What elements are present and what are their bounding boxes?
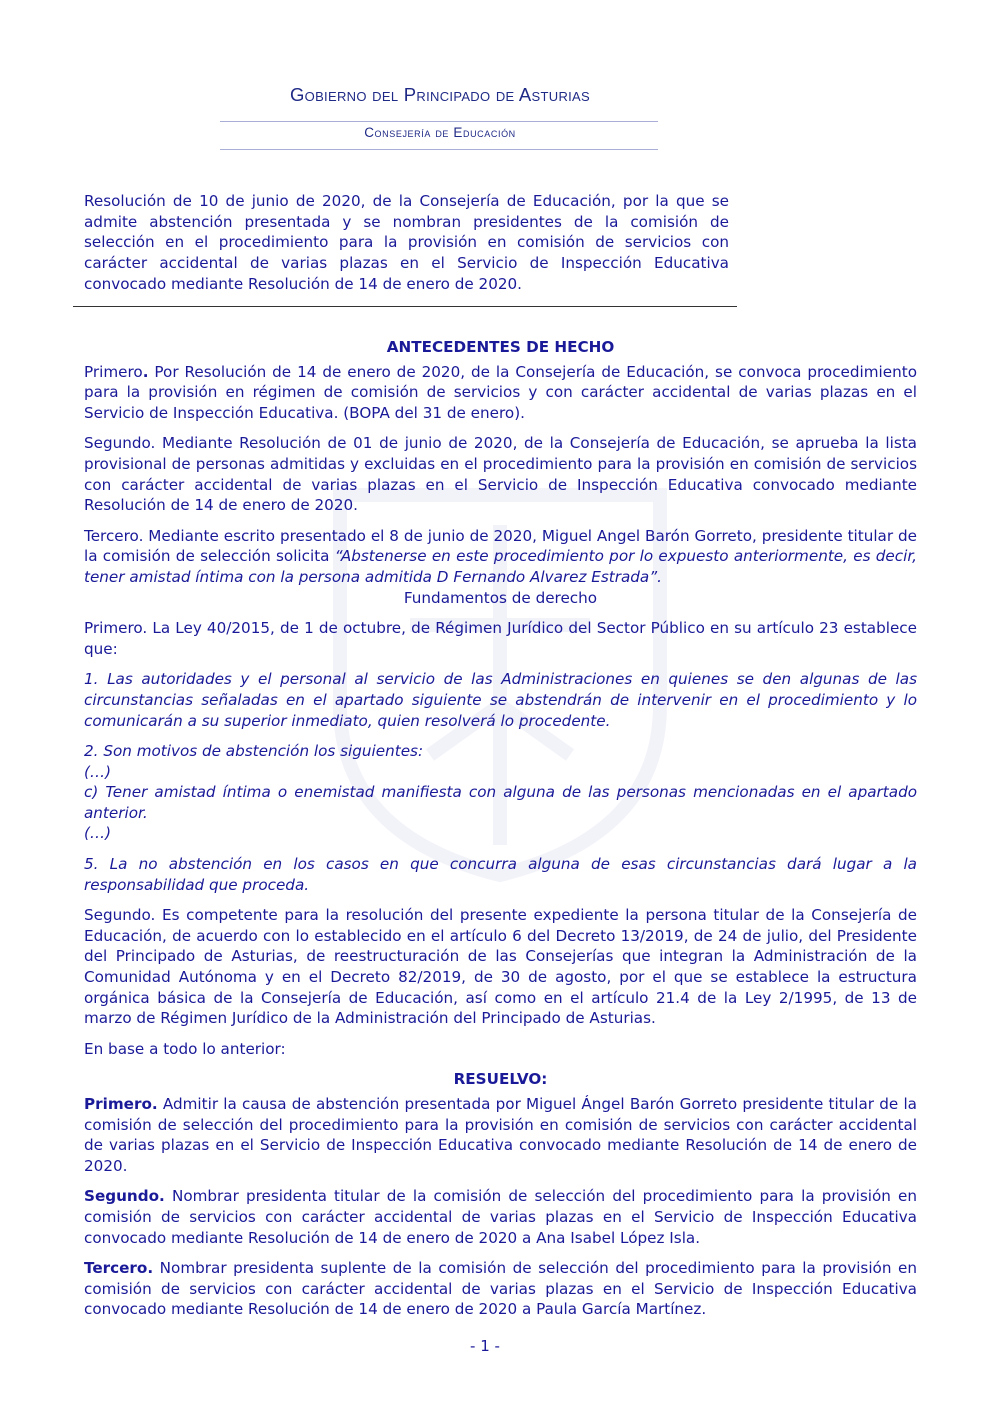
- resuelvo-primero-label: Primero.: [84, 1095, 158, 1113]
- fundamentos-heading: Fundamentos de derecho: [403, 588, 598, 607]
- document-body: [84, 337, 917, 1330]
- resuelvo-primero-text: Admitir la causa de abstención presentada por Miguel Ángel Barón Gorreto presidente titular de la comisión de selección del procedimiento para la provisión en comisión de servicios con carácter accidental de varias plazas en el Servicio de Inspección Educativa convocado mediante Resolución de 14 de enero de 2020.: [84, 1095, 917, 1175]
- resolution-summary: Resolución de 10 de junio de 2020, de la Consejería de Educación, por la que se admite abstención presentada y se nombran presidentes de la comisión de selección en el procedimiento para la provisión en comisión de servicios con carácter accidental de varias plazas en el Servicio de Inspección Educativa convocado mediante Resolución de 14 de enero de 2020.: [84, 192, 729, 293]
- header-divider-bottom: [220, 149, 658, 150]
- antecedente-tercero: [84, 526, 917, 588]
- antecedente-primero-label: Primero: [84, 362, 143, 381]
- cita-apartado-5: 5. La no abstención en los casos en que concurra alguna de esas circunstancias dará lugar a la responsabilidad que proceda.: [84, 855, 917, 894]
- resuelvo-primero: [84, 1094, 917, 1176]
- antecedente-primero: [84, 362, 917, 424]
- antecedente-segundo: Segundo. Mediante Resolución de 01 de junio de 2020, de la Consejería de Educación, se aprueba la lista provisional de personas admitidas y excluidas en el procedimiento para la provisión en comisión de servicios con carácter accidental de varias plazas en el Servicio de Inspección Educativa convocado mediante Resolución de 14 de enero de 2020.: [84, 434, 917, 515]
- page-number: - 1 -: [470, 1337, 500, 1355]
- summary-divider: [73, 306, 737, 307]
- en-base-text: En base a todo lo anterior:: [84, 1039, 286, 1058]
- antecedentes-heading: ANTECEDENTES DE HECHO: [386, 338, 615, 356]
- resuelvo-tercero: [84, 1258, 917, 1320]
- antecedente-tercero-text: Tercero. Mediante escrito presentado el 8 de junio de 2020, Miguel Angel Barón Gorreto, presidente titular de la comisión de selección solicita: [84, 526, 917, 566]
- antecedente-tercero-quote: “Abstenerse en este procedimiento por lo expuesto anteriormente, es decir, tener amistad íntima con la persona admitida D Fernando Alvarez Estrada”.: [84, 547, 917, 586]
- resuelvo-tercero-text: Nombrar presidenta suplente de la comisión de selección del procedimiento para la provisión en comisión de servicios con carácter accidental de varias plazas en el Servicio de Inspección Educativa convocado mediante Resolución de 14 de enero de 2020 a Paula García Martínez.: [84, 1259, 917, 1319]
- department-name: Consejería de Educación: [364, 125, 516, 140]
- antecedente-primero-text: Por Resolución de 14 de enero de 2020, de la Consejería de Educación, se convoca procedimiento para la provisión en régimen de comisión de servicios y con carácter accidental de varias plazas en el Servicio de Inspección Educativa. (BOPA del 31 de enero).: [84, 362, 917, 422]
- resuelvo-tercero-label: Tercero.: [84, 1259, 154, 1278]
- cita-apartado-2: 2. Son motivos de abstención los siguientes:: [84, 742, 424, 761]
- resuelvo-segundo: [84, 1186, 917, 1248]
- header-divider-top: [220, 121, 658, 122]
- government-title: Gobierno del Principado de Asturias: [289, 84, 591, 105]
- fundamento-primero: Primero. La Ley 40/2015, de 1 de octubre, de Régimen Jurídico del Sector Público en su artículo 23 establece que:: [84, 619, 917, 658]
- resuelvo-heading: RESUELVO:: [453, 1070, 548, 1089]
- resuelvo-segundo-label: Segundo.: [84, 1187, 165, 1206]
- cita-ellipsis-1: (…): [84, 762, 112, 781]
- cita-ellipsis-2: (…): [84, 824, 112, 843]
- resuelvo-segundo-text: Nombrar presidenta titular de la comisión de selección del procedimiento para la provisión en comisión de servicios con carácter accidental de varias plazas en el Servicio de Inspección Educativa convocado mediante Resolución de 14 de enero de 2020 a Ana Isabel López Isla.: [84, 1187, 917, 1247]
- antecedente-primero-dot: .: [142, 362, 149, 381]
- fundamento-segundo: Segundo. Es competente para la resolución del presente expediente la persona titular de la Consejería de Educación, de acuerdo con lo establecido en el artículo 6 del Decreto 13/2019, de 24 de julio, del Presidente del Principado de Asturias, de reestructuración de las Consejerías que integran la Administración de la Comunidad Autónoma y en el Decreto 82/2019, de 30 de agosto, por el que se establece la estructura orgánica básica de la Consejería de Educación, así como en el artículo 21.4 de la Ley 2/1995, de 13 de marzo de Régimen Jurídico de la Administración del Principado de Asturias.: [84, 906, 917, 1028]
- cita-apartado-c: c) Tener amistad íntima o enemistad manifiesta con alguna de las personas mencionadas en el apartado anterior.: [84, 783, 917, 822]
- cita-apartado-1: 1. Las autoridades y el personal al servicio de las Administraciones en quienes se den algunas de las circunstancias señaladas en el apartado siguiente se abstendrán de intervenir en el procedimiento y lo comunicarán a su superior inmediato, quien resolverá lo procedente.: [84, 670, 917, 730]
